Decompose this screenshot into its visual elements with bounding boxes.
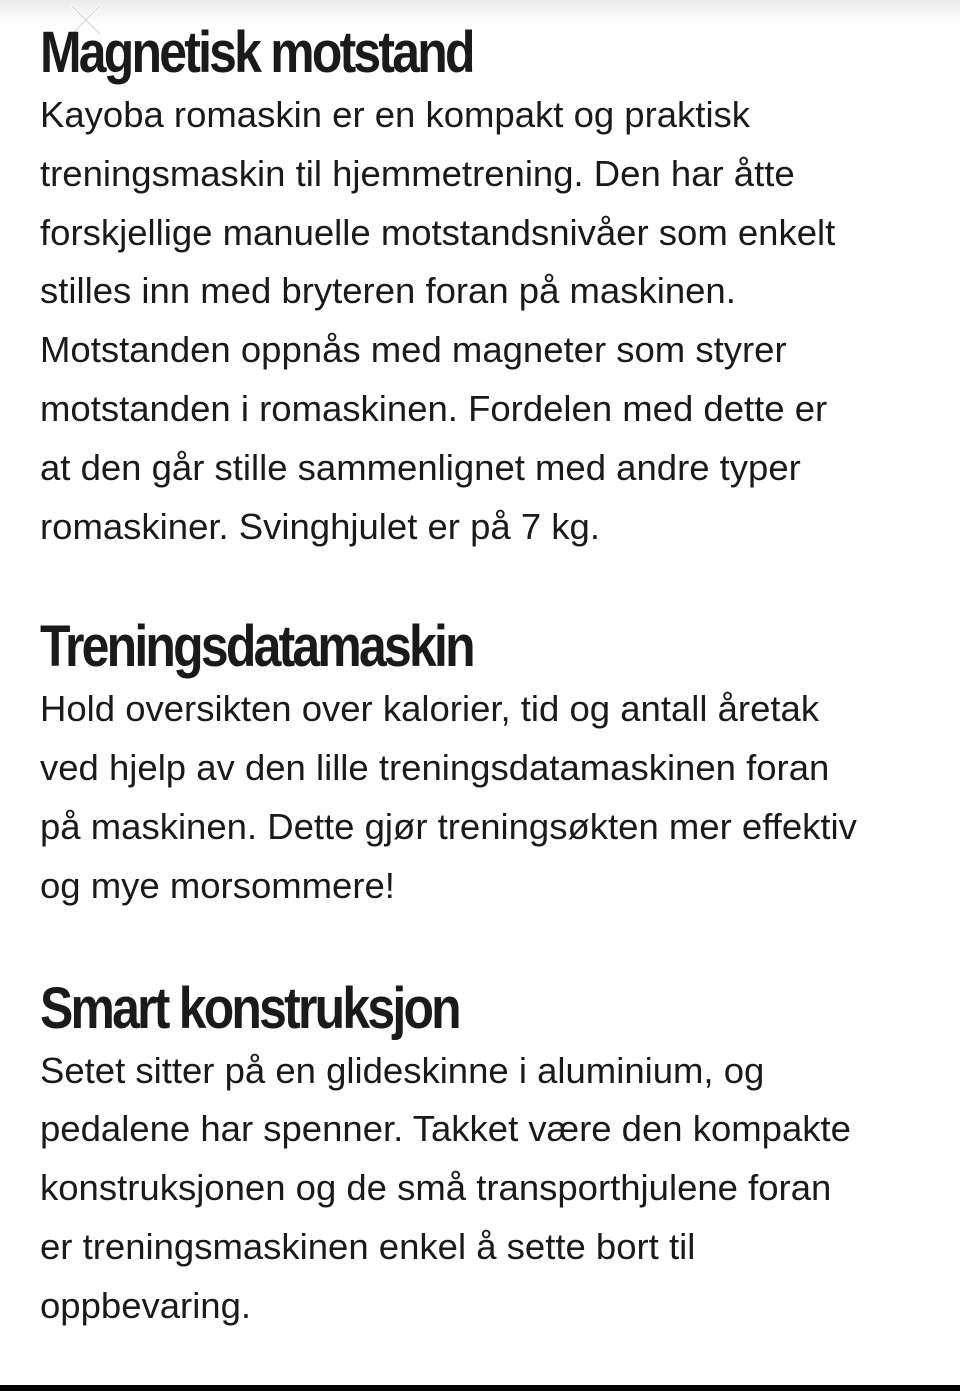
body-line: Hold oversikten over kalorier, tid og antall åretak [40, 688, 820, 730]
body-line: at den går stille sammenlignet med andre typer [40, 446, 801, 488]
body-line: motstanden i romaskinen. Fordelen med dette er [40, 387, 828, 429]
body-line: Motstanden oppnås med magneter som styrer [40, 329, 787, 371]
article-content [40, 20, 930, 1336]
body-line: treningsmaskin til hjemmetrening. Den har åtte [40, 152, 795, 194]
section-body [40, 1042, 930, 1336]
section-body [40, 86, 930, 556]
body-line: oppbevaring. [40, 1284, 252, 1326]
section-heading: Treningsdatamaskin [40, 614, 473, 680]
body-line: og mye morsommere! [40, 864, 395, 906]
bottom-bar [0, 1385, 960, 1391]
body-line: romaskiner. Svinghjulet er på 7 kg. [40, 505, 600, 547]
section-treningsdatamaskin [40, 614, 930, 915]
body-line: pedalene har spenner. Takket være den kompakte [40, 1108, 851, 1150]
body-line: forskjellige manuelle motstandsnivåer som enkelt [40, 211, 836, 253]
section-smart-konstruksjon [40, 976, 930, 1336]
body-line: stilles inn med bryteren foran på maskinen. [40, 270, 736, 312]
body-line: Setet sitter på en glideskinne i aluminium, og [40, 1049, 765, 1091]
body-line: Kayoba romaskin er en kompakt og praktisk [40, 94, 751, 135]
section-heading: Smart konstruksjon [40, 975, 459, 1041]
body-line: konstruksjonen og de små transporthjulene foran [40, 1167, 832, 1209]
section-magnetisk-motstand [40, 20, 930, 556]
body-line: på maskinen. Dette gjør treningsøkten mer effektiv [40, 805, 857, 847]
section-heading: Magnetisk motstand [40, 20, 473, 85]
body-line: er treningsmaskinen enkel å sette bort til [40, 1225, 696, 1267]
body-line: ved hjelp av den lille treningsdatamaskinen foran [40, 747, 830, 789]
section-body [40, 680, 930, 915]
